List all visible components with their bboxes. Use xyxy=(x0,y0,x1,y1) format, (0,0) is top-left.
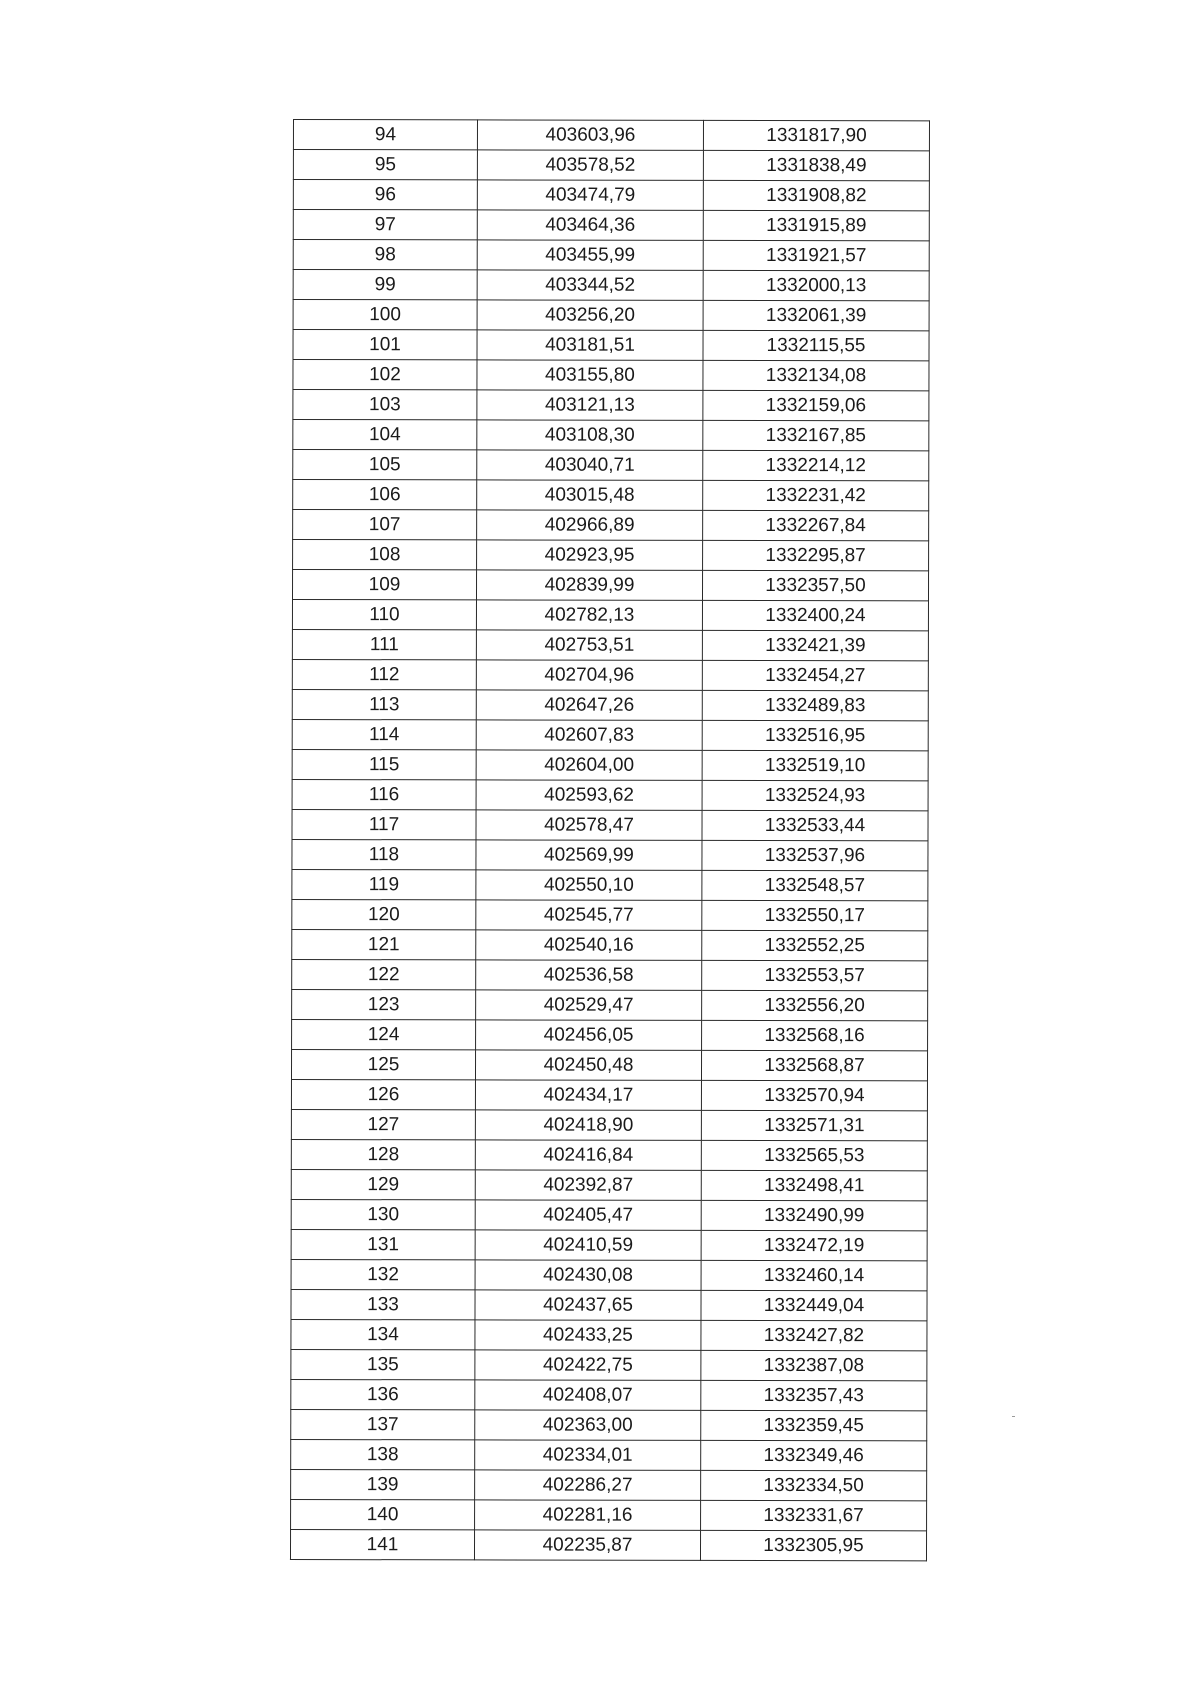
y-coordinate-cell: 1331921,57 xyxy=(703,240,929,270)
y-coordinate-cell: 1332548,57 xyxy=(702,870,928,900)
point-number-cell: 107 xyxy=(293,510,477,540)
table-row xyxy=(292,809,928,840)
x-coordinate-cell: 403256,20 xyxy=(477,300,703,330)
point-number-cell: 96 xyxy=(293,180,477,210)
point-number-cell: 125 xyxy=(291,1049,475,1079)
x-coordinate-cell: 402408,07 xyxy=(475,1380,701,1410)
table-row xyxy=(291,1439,927,1470)
y-coordinate-cell: 1331915,89 xyxy=(703,210,929,240)
y-coordinate-cell: 1332550,17 xyxy=(702,900,928,930)
x-coordinate-cell: 403603,96 xyxy=(477,120,703,150)
y-coordinate-cell: 1332331,67 xyxy=(701,1500,927,1530)
y-coordinate-cell: 1331817,90 xyxy=(703,120,929,150)
x-coordinate-cell: 402607,83 xyxy=(476,720,702,750)
y-coordinate-cell: 1332134,08 xyxy=(703,360,929,390)
point-number-cell: 140 xyxy=(291,1499,475,1529)
x-coordinate-cell: 402578,47 xyxy=(476,810,702,840)
x-coordinate-cell: 402418,90 xyxy=(475,1110,701,1140)
point-number-cell: 126 xyxy=(291,1079,475,1109)
table-row xyxy=(292,659,928,690)
table-row xyxy=(292,899,928,930)
point-number-cell: 116 xyxy=(292,779,476,809)
table-row xyxy=(292,570,928,601)
table-row xyxy=(292,600,928,631)
y-coordinate-cell: 1332533,44 xyxy=(702,810,928,840)
x-coordinate-cell: 402529,47 xyxy=(476,990,702,1020)
x-coordinate-cell: 402433,25 xyxy=(475,1320,701,1350)
table-row xyxy=(290,1529,926,1560)
point-number-cell: 97 xyxy=(293,210,477,240)
x-coordinate-cell: 402839,99 xyxy=(476,570,702,600)
point-number-cell: 119 xyxy=(292,869,476,899)
table-row xyxy=(291,1229,927,1260)
point-number-cell: 111 xyxy=(292,629,476,659)
point-number-cell: 139 xyxy=(291,1469,475,1499)
x-coordinate-cell: 403015,48 xyxy=(477,480,703,510)
x-coordinate-cell: 402569,99 xyxy=(476,840,702,870)
y-coordinate-cell: 1332421,39 xyxy=(702,630,928,660)
point-number-cell: 121 xyxy=(292,929,476,959)
x-coordinate-cell: 402334,01 xyxy=(475,1440,701,1470)
x-coordinate-cell: 402363,00 xyxy=(475,1410,701,1440)
table-row xyxy=(293,150,929,181)
point-number-cell: 138 xyxy=(291,1439,475,1469)
y-coordinate-cell: 1331908,82 xyxy=(703,180,929,210)
table-row xyxy=(291,1319,927,1350)
table-row xyxy=(291,1499,927,1530)
x-coordinate-cell: 402410,59 xyxy=(475,1230,701,1260)
table-row xyxy=(293,330,929,361)
table-row xyxy=(293,120,929,151)
y-coordinate-cell: 1332490,99 xyxy=(701,1200,927,1230)
x-coordinate-cell: 402422,75 xyxy=(475,1350,701,1380)
point-number-cell: 128 xyxy=(291,1139,475,1169)
point-number-cell: 118 xyxy=(292,839,476,869)
point-number-cell: 105 xyxy=(293,450,477,480)
point-number-cell: 103 xyxy=(293,390,477,420)
point-number-cell: 129 xyxy=(291,1169,475,1199)
table-row xyxy=(292,989,928,1020)
point-number-cell: 122 xyxy=(292,959,476,989)
x-coordinate-cell: 403121,13 xyxy=(477,390,703,420)
x-coordinate-cell: 402281,16 xyxy=(475,1500,701,1530)
point-number-cell: 100 xyxy=(293,300,477,330)
table-row xyxy=(291,1139,927,1170)
table-row xyxy=(291,1349,927,1380)
point-number-cell: 133 xyxy=(291,1289,475,1319)
x-coordinate-cell: 402430,08 xyxy=(475,1260,701,1290)
y-coordinate-cell: 1332387,08 xyxy=(701,1350,927,1380)
table-row xyxy=(293,390,929,421)
y-coordinate-cell: 1332305,95 xyxy=(700,1530,926,1560)
y-coordinate-cell: 1332267,84 xyxy=(703,510,929,540)
y-coordinate-cell: 1332498,41 xyxy=(701,1170,927,1200)
x-coordinate-cell: 402235,87 xyxy=(474,1530,700,1560)
point-number-cell: 132 xyxy=(291,1259,475,1289)
y-coordinate-cell: 1332357,43 xyxy=(701,1380,927,1410)
table-row xyxy=(293,420,929,451)
table-row xyxy=(292,929,928,960)
y-coordinate-cell: 1332295,87 xyxy=(703,540,929,570)
table-row xyxy=(291,1379,927,1410)
x-coordinate-cell: 403040,71 xyxy=(477,450,703,480)
table-row xyxy=(292,629,928,660)
table-row xyxy=(293,210,929,241)
y-coordinate-cell: 1331838,49 xyxy=(703,150,929,180)
table-row xyxy=(291,1469,927,1500)
point-number-cell: 112 xyxy=(292,659,476,689)
coordinates-table xyxy=(290,119,930,1561)
point-number-cell: 124 xyxy=(292,1019,476,1049)
point-number-cell: 109 xyxy=(292,570,476,600)
x-coordinate-cell: 402416,84 xyxy=(475,1140,701,1170)
point-number-cell: 117 xyxy=(292,809,476,839)
point-number-cell: 136 xyxy=(291,1379,475,1409)
y-coordinate-cell: 1332537,96 xyxy=(702,840,928,870)
table-row xyxy=(293,510,929,541)
point-number-cell: 99 xyxy=(293,270,477,300)
x-coordinate-cell: 402434,17 xyxy=(475,1080,701,1110)
table-row xyxy=(292,869,928,900)
table-row xyxy=(292,839,928,870)
point-number-cell: 110 xyxy=(292,600,476,630)
x-coordinate-cell: 402456,05 xyxy=(476,1020,702,1050)
x-coordinate-cell: 402704,96 xyxy=(476,660,702,690)
x-coordinate-cell: 403464,36 xyxy=(477,210,703,240)
point-number-cell: 137 xyxy=(291,1409,475,1439)
y-coordinate-cell: 1332115,55 xyxy=(703,330,929,360)
table-row xyxy=(291,1409,927,1440)
table-row xyxy=(291,1289,927,1320)
point-number-cell: 123 xyxy=(292,989,476,1019)
y-coordinate-cell: 1332000,13 xyxy=(703,270,929,300)
y-coordinate-cell: 1332449,04 xyxy=(701,1290,927,1320)
y-coordinate-cell: 1332489,83 xyxy=(702,690,928,720)
x-coordinate-cell: 402647,26 xyxy=(476,690,702,720)
y-coordinate-cell: 1332568,87 xyxy=(701,1050,927,1080)
x-coordinate-cell: 402966,89 xyxy=(477,510,703,540)
x-coordinate-cell: 402753,51 xyxy=(476,630,702,660)
point-number-cell: 115 xyxy=(292,749,476,779)
y-coordinate-cell: 1332553,57 xyxy=(702,960,928,990)
y-coordinate-cell: 1332159,06 xyxy=(703,390,929,420)
y-coordinate-cell: 1332472,19 xyxy=(701,1230,927,1260)
table-row xyxy=(292,779,928,810)
y-coordinate-cell: 1332519,10 xyxy=(702,750,928,780)
x-coordinate-cell: 402540,16 xyxy=(476,930,702,960)
x-coordinate-cell: 403455,99 xyxy=(477,240,703,270)
point-number-cell: 104 xyxy=(293,420,477,450)
point-number-cell: 114 xyxy=(292,719,476,749)
x-coordinate-cell: 403155,80 xyxy=(477,360,703,390)
y-coordinate-cell: 1332400,24 xyxy=(702,600,928,630)
scan-speck xyxy=(1012,1416,1015,1417)
y-coordinate-cell: 1332427,82 xyxy=(701,1320,927,1350)
point-number-cell: 120 xyxy=(292,899,476,929)
x-coordinate-cell: 402450,48 xyxy=(475,1050,701,1080)
table-row xyxy=(293,540,929,571)
point-number-cell: 95 xyxy=(293,150,477,180)
table-row xyxy=(293,240,929,271)
y-coordinate-cell: 1332214,12 xyxy=(703,450,929,480)
y-coordinate-cell: 1332167,85 xyxy=(703,420,929,450)
table-row xyxy=(291,1109,927,1140)
x-coordinate-cell: 402782,13 xyxy=(476,600,702,630)
x-coordinate-cell: 402593,62 xyxy=(476,780,702,810)
point-number-cell: 134 xyxy=(291,1319,475,1349)
y-coordinate-cell: 1332334,50 xyxy=(701,1470,927,1500)
x-coordinate-cell: 402604,00 xyxy=(476,750,702,780)
table-row xyxy=(293,480,929,511)
y-coordinate-cell: 1332570,94 xyxy=(701,1080,927,1110)
table-row xyxy=(292,1019,928,1050)
x-coordinate-cell: 402550,10 xyxy=(476,870,702,900)
y-coordinate-cell: 1332359,45 xyxy=(701,1410,927,1440)
table-row xyxy=(293,270,929,301)
y-coordinate-cell: 1332556,20 xyxy=(702,990,928,1020)
table-row xyxy=(291,1079,927,1110)
x-coordinate-cell: 403181,51 xyxy=(477,330,703,360)
table-row xyxy=(291,1259,927,1290)
y-coordinate-cell: 1332357,50 xyxy=(702,570,928,600)
point-number-cell: 106 xyxy=(293,480,477,510)
x-coordinate-cell: 402405,47 xyxy=(475,1200,701,1230)
table-row xyxy=(291,1169,927,1200)
x-coordinate-cell: 403344,52 xyxy=(477,270,703,300)
y-coordinate-cell: 1332061,39 xyxy=(703,300,929,330)
y-coordinate-cell: 1332524,93 xyxy=(702,780,928,810)
table-row xyxy=(292,689,928,720)
y-coordinate-cell: 1332568,16 xyxy=(702,1020,928,1050)
y-coordinate-cell: 1332552,25 xyxy=(702,930,928,960)
point-number-cell: 141 xyxy=(290,1529,474,1559)
x-coordinate-cell: 402437,65 xyxy=(475,1290,701,1320)
table-row xyxy=(293,300,929,331)
x-coordinate-cell: 402536,58 xyxy=(476,960,702,990)
table-row xyxy=(291,1049,927,1080)
x-coordinate-cell: 403474,79 xyxy=(477,180,703,210)
coordinates-table-body xyxy=(290,120,929,1561)
table-row xyxy=(293,450,929,481)
table-row xyxy=(291,1199,927,1230)
point-number-cell: 127 xyxy=(291,1109,475,1139)
y-coordinate-cell: 1332571,31 xyxy=(701,1110,927,1140)
x-coordinate-cell: 402392,87 xyxy=(475,1170,701,1200)
point-number-cell: 94 xyxy=(293,120,477,150)
x-coordinate-cell: 402286,27 xyxy=(475,1470,701,1500)
x-coordinate-cell: 403578,52 xyxy=(477,150,703,180)
table-row xyxy=(293,180,929,211)
table-row xyxy=(293,360,929,391)
table-row xyxy=(292,749,928,780)
point-number-cell: 135 xyxy=(291,1349,475,1379)
table-row xyxy=(292,719,928,750)
y-coordinate-cell: 1332349,46 xyxy=(701,1440,927,1470)
x-coordinate-cell: 402923,95 xyxy=(477,540,703,570)
point-number-cell: 102 xyxy=(293,360,477,390)
point-number-cell: 130 xyxy=(291,1199,475,1229)
table-row xyxy=(292,959,928,990)
y-coordinate-cell: 1332516,95 xyxy=(702,720,928,750)
point-number-cell: 131 xyxy=(291,1229,475,1259)
x-coordinate-cell: 403108,30 xyxy=(477,420,703,450)
y-coordinate-cell: 1332231,42 xyxy=(703,480,929,510)
point-number-cell: 101 xyxy=(293,330,477,360)
y-coordinate-cell: 1332454,27 xyxy=(702,660,928,690)
point-number-cell: 108 xyxy=(293,540,477,570)
point-number-cell: 113 xyxy=(292,689,476,719)
x-coordinate-cell: 402545,77 xyxy=(476,900,702,930)
point-number-cell: 98 xyxy=(293,240,477,270)
y-coordinate-cell: 1332565,53 xyxy=(701,1140,927,1170)
y-coordinate-cell: 1332460,14 xyxy=(701,1260,927,1290)
